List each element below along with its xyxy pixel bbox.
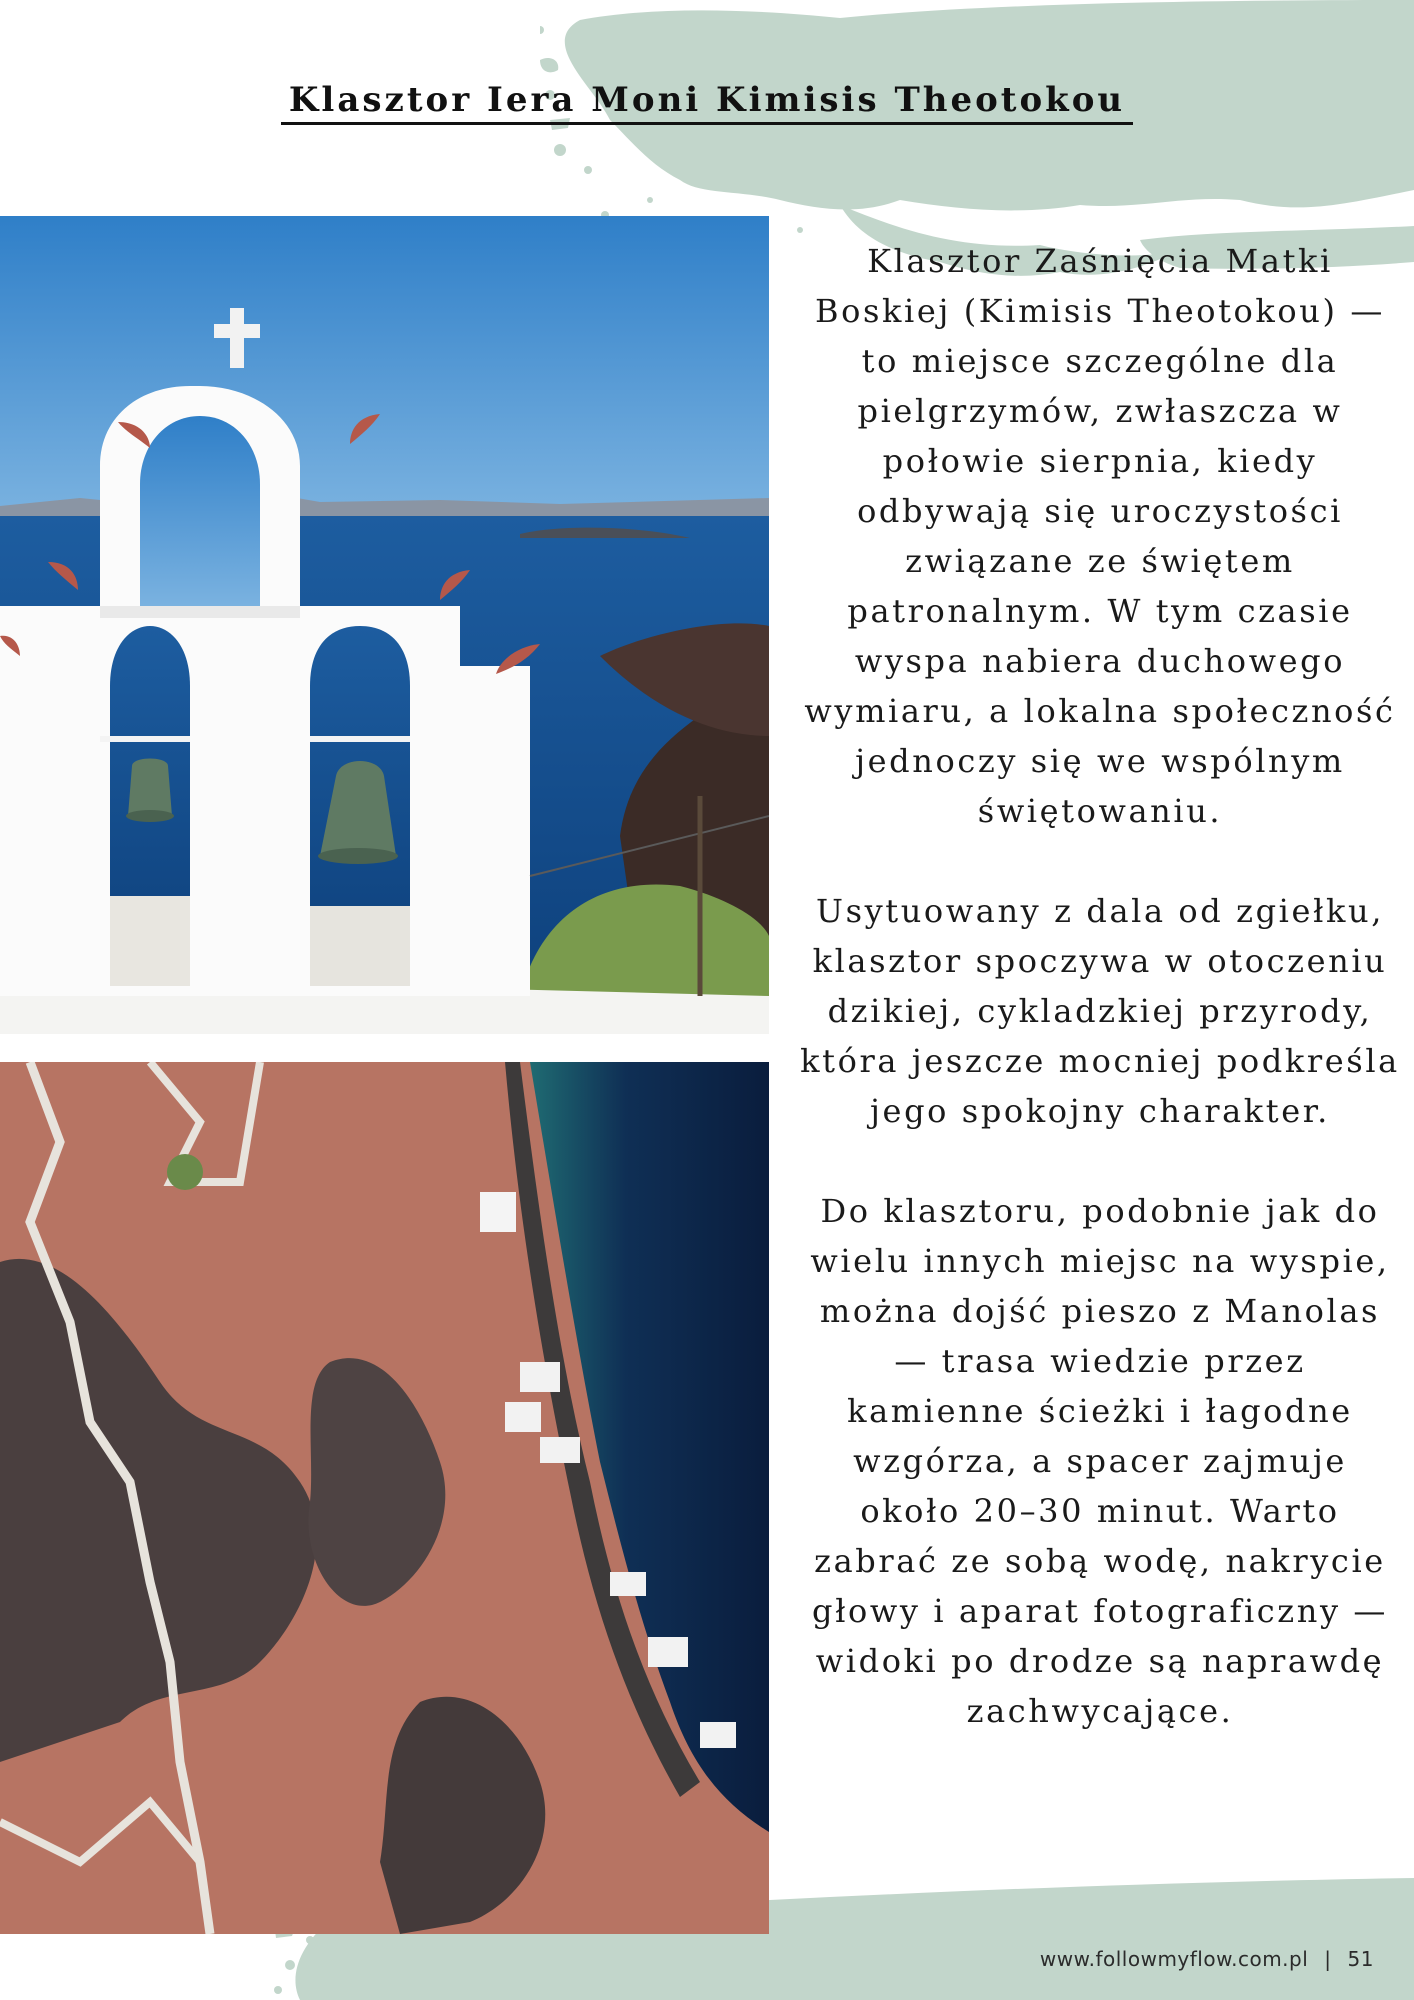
footer-separator: | — [1324, 1947, 1332, 1971]
footer-website: www.followmyflow.com.pl — [1039, 1947, 1309, 1971]
body-text — [800, 236, 1400, 1786]
paragraph-3: Do klasztoru, podobnie jak do wielu innych miejsc na wyspie, można dojść pieszo z Manolas — trasa wiedzie przez kamienne ścieżki i łagodne wzgórza, a spacer zajmuje około 20–30 minut. Warto zabrać ze sobą wodę, nakrycie głowy i aparat fotograficzny — widoki po drodze są naprawdę zachwycające. — [810, 1192, 1390, 1730]
aerial-cliff-photo — [0, 1062, 769, 1934]
page-title-text: Klasztor Iera Moni Kimisis Theotokou — [281, 80, 1133, 125]
paragraph-1: Klasztor Zaśnięcia Matki Boskiej (Kimisis Theotokou) — to miejsce szczególne dla pielgrzymów, zwłaszcza w połowie sierpnia, kiedy odbywają się uroczystości związane ze świętem patronalnym. W tym czasie wyspa nabiera duchowego wymiaru, a lokalna społeczność jednoczy się we wspólnym świętowaniu. — [804, 242, 1396, 830]
paragraph-2: Usytuowany z dala od zgiełku, klasztor spoczywa w otoczeniu dzikiej, cykladzkiej przyrody, która jeszcze mocniej podkreśla jego spokojny charakter. — [800, 892, 1400, 1130]
page-number: 51 — [1347, 1947, 1374, 1971]
page-footer — [1040, 1947, 1374, 1971]
bell-tower-photo — [0, 216, 769, 1034]
page-title — [0, 80, 1414, 120]
